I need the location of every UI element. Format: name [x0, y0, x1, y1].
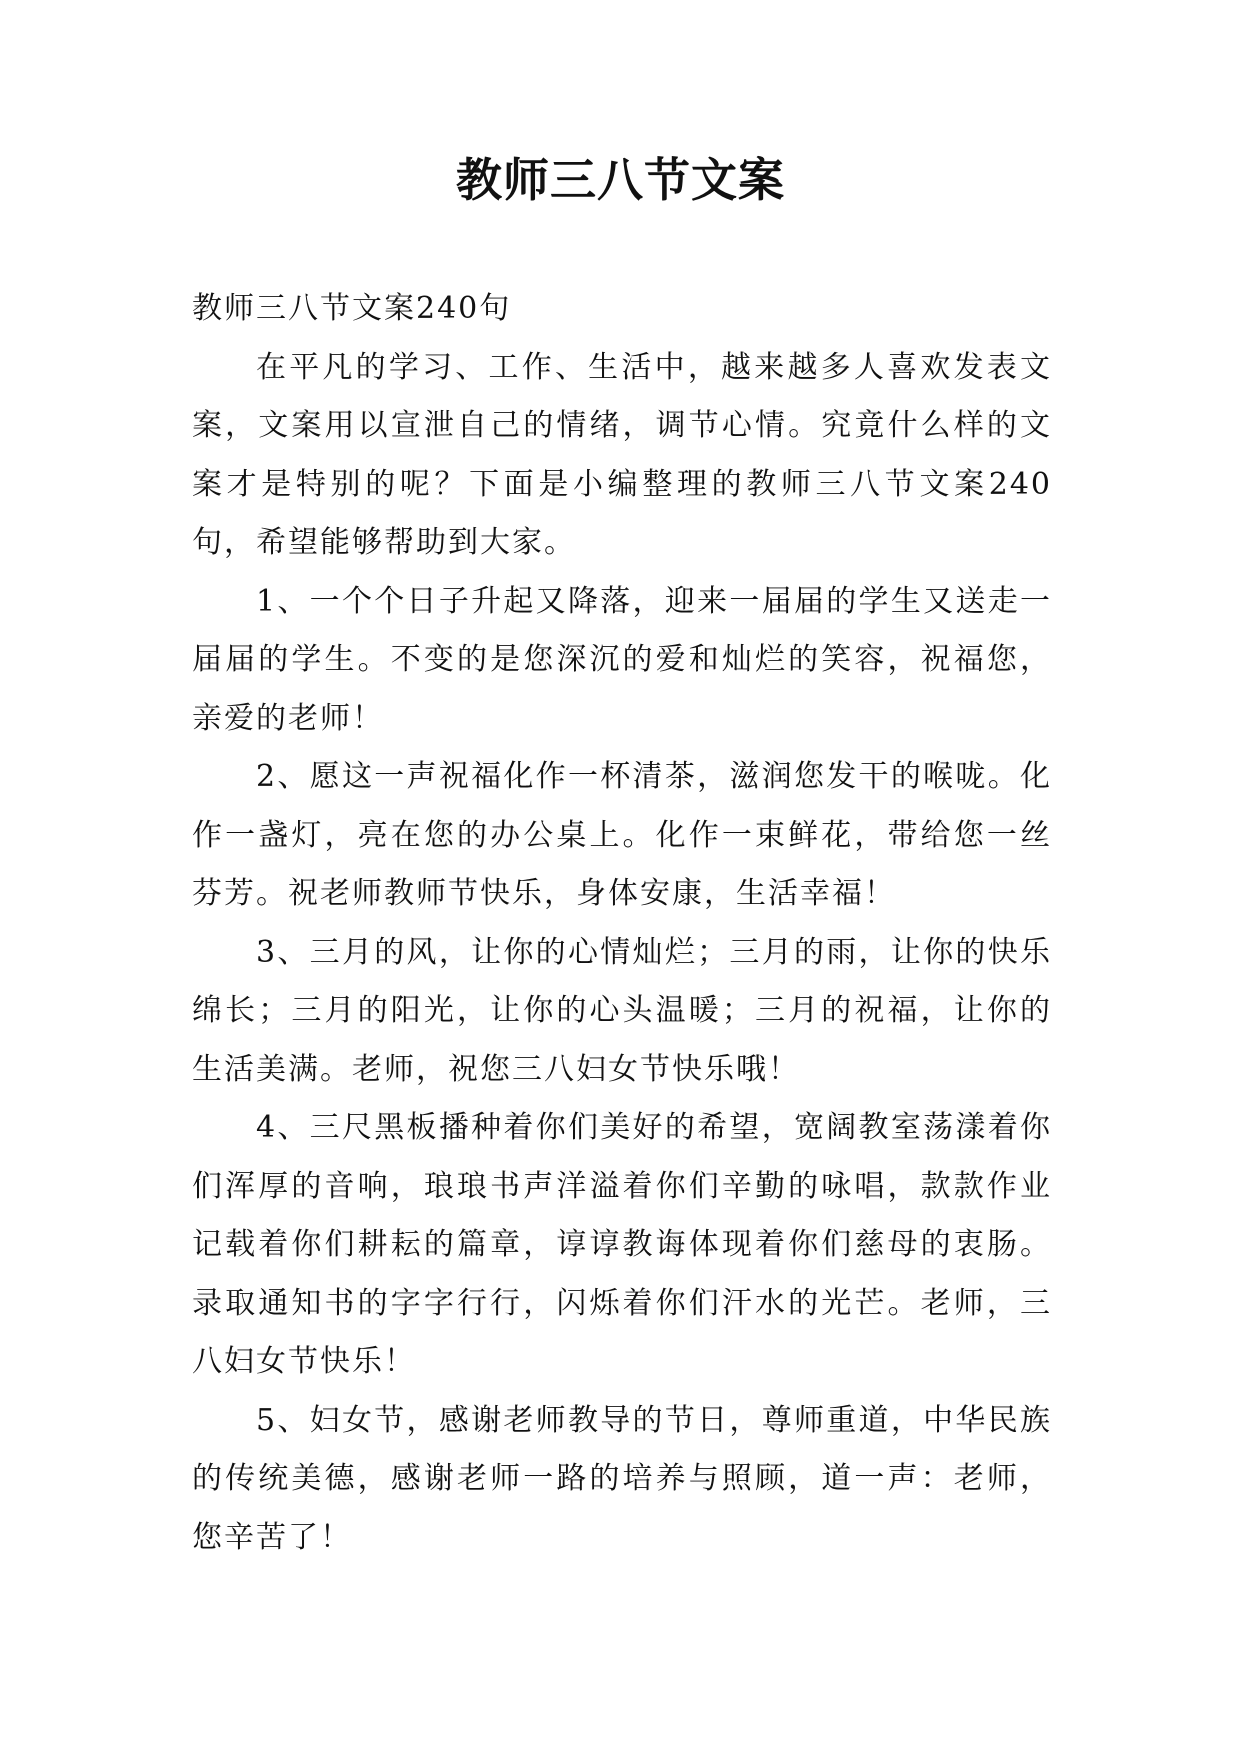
paragraph-item-1: 1、一个个日子升起又降落，迎来一届届的学生又送走一届届的学生。不变的是您深沉的爱和灿烂的笑容，祝福您，亲爱的老师！ [192, 583, 1052, 736]
paragraph-intro: 在平凡的学习、工作、生活中，越来越多人喜欢发表文案，文案用以宣泄自己的情绪，调节心情。究竟什么样的文案才是特别的呢？下面是小编整理的教师三八节文案240句，希望能够帮助到大家。 [192, 349, 1052, 560]
document-title: 教师三八节文案 [456, 153, 785, 207]
document-subtitle: 教师三八节文案240句 [192, 291, 512, 326]
paragraph-item-5: 5、妇女节，感谢老师教导的节日，尊师重道，中华民族的传统美德，感谢老师一路的培养与照顾，道一声：老师，您辛苦了！ [192, 1402, 1052, 1555]
document-body [192, 280, 1052, 1567]
paragraph-item-2: 2、愿这一声祝福化作一杯清茶，滋润您发干的喉咙。化作一盏灯，亮在您的办公桌上。化作一束鲜花，带给您一丝芬芳。祝老师教师节快乐，身体安康，生活幸福！ [192, 759, 1052, 911]
paragraph-item-4: 4、三尺黑板播种着你们美好的希望，宽阔教室荡漾着你们浑厚的音响，琅琅书声洋溢着你们辛勤的咏唱，款款作业记载着你们耕耘的篇章，谆谆教诲体现着你们慈母的衷肠。录取通知书的字字行行，闪烁着你们汗水的光芒。老师，三八妇女节快乐！ [192, 1110, 1052, 1379]
paragraph-item-3: 3、三月的风，让你的心情灿烂；三月的雨，让你的快乐绵长；三月的阳光，让你的心头温暖；三月的祝福，让你的生活美满。老师，祝您三八妇女节快乐哦！ [192, 934, 1052, 1087]
